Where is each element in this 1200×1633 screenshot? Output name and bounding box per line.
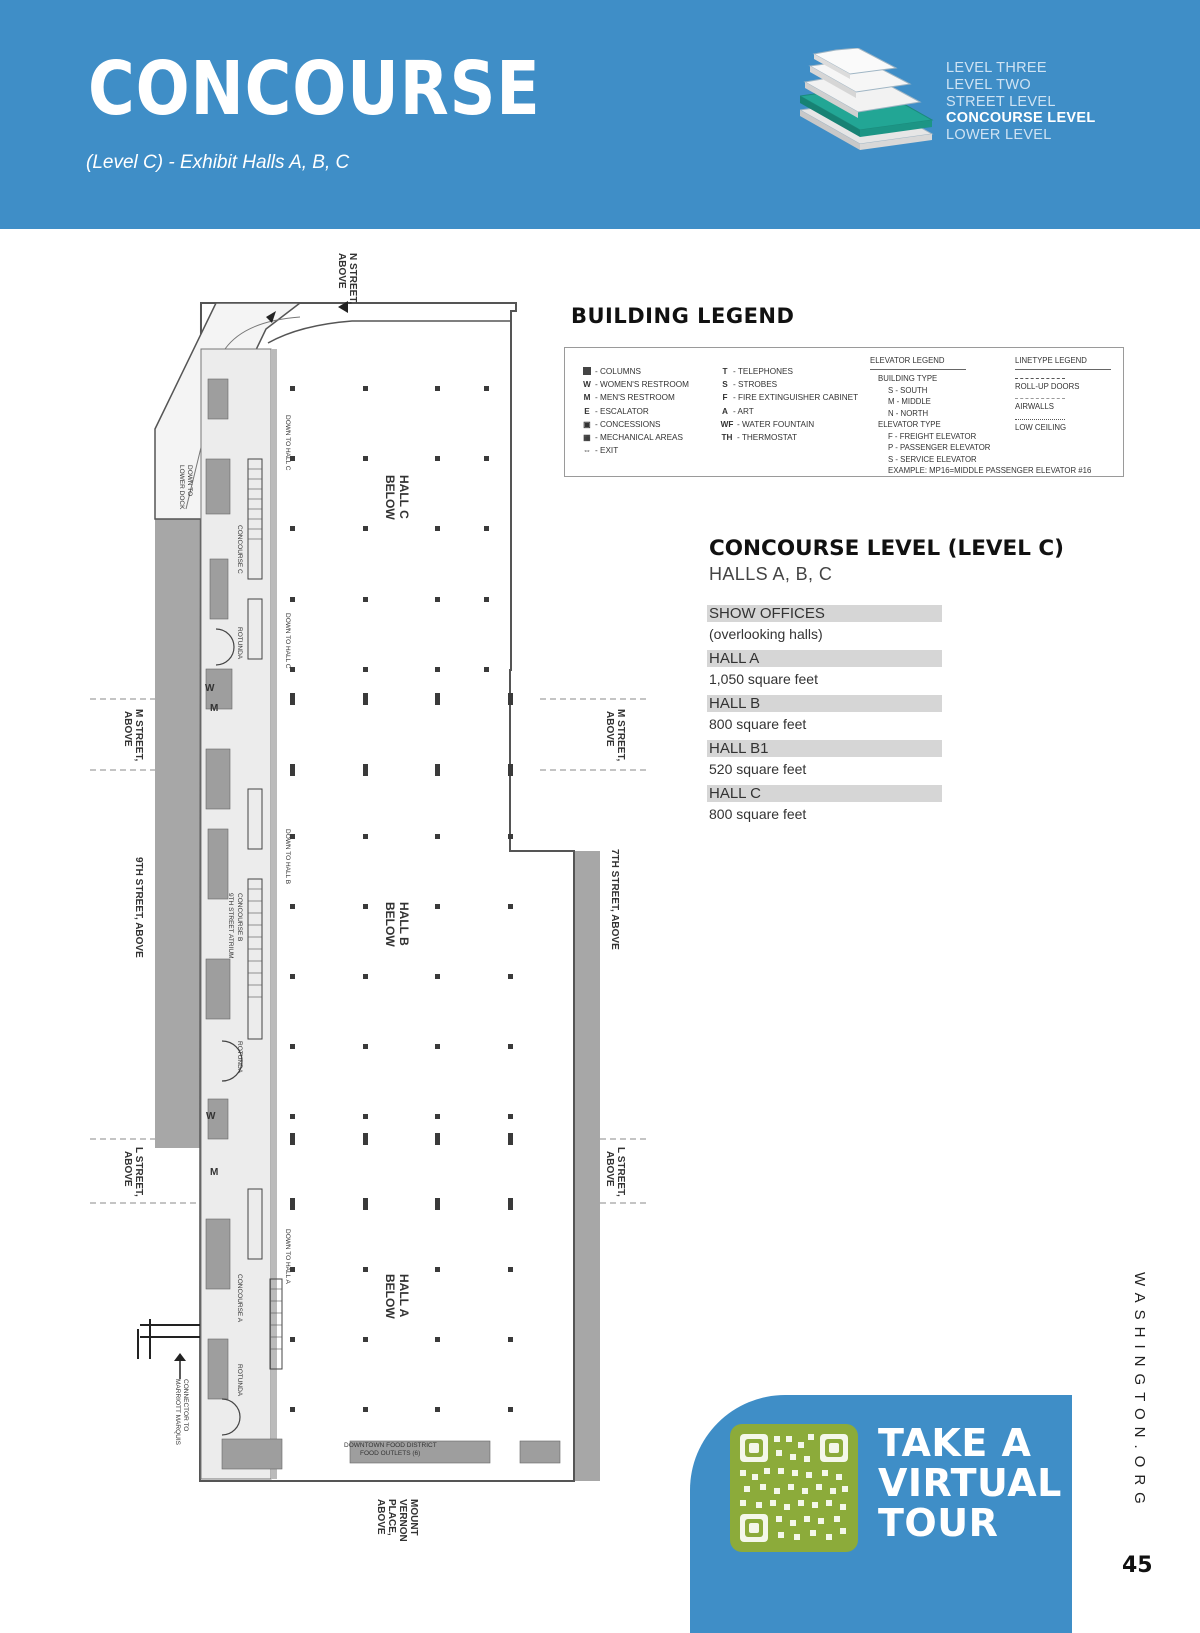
seventh-street-label: 7TH STREET, ABOVE [609,849,620,950]
info-heading: SHOW OFFICES [707,605,942,622]
mount-vernon-label: MOUNT [408,1499,419,1536]
legend-symbols-2 [719,365,858,444]
rotunda-label: ROTUNDA [236,1364,243,1397]
legend-symbols [581,365,689,457]
halls-subheading: HALLS A, B, C [709,564,833,584]
legend-item: F - FIRE EXTINGUISHER CABINET [722,393,859,403]
lower-dock-label: DOWN TO [186,465,193,497]
legend-item: M - MIDDLE [888,397,931,407]
tour-line: TAKE A [878,1421,1032,1465]
legend-item: S - STROBES [722,380,778,390]
m-street-label: ABOVE [604,711,615,747]
info-value: 1,050 square feet [709,671,818,687]
legend-item: ▣ - CONCESSIONS [581,418,689,431]
svg-text:W: W [205,683,215,694]
legend-item: ROLL-UP DOORS [1015,378,1111,393]
mount-vernon-label: PLACE, [386,1499,397,1536]
legend-item: A - ART [722,406,754,416]
concourse-b-label: 9TH STREET ATRIUM [227,893,234,959]
n-street-label: ABOVE [336,253,347,289]
legend-item: - COLUMNS [581,365,689,378]
virtual-tour-heading[interactable] [878,1423,1062,1543]
legend-item: E - ESCALATOR [584,406,649,416]
connector-label: MARRIOTT MARQUIS [174,1379,181,1445]
tour-line: VIRTUAL [878,1461,1062,1505]
page-title: CONCOURSE [88,46,541,132]
hall-b-label: HALL B [397,902,411,946]
legend-item: W - WOMEN'S RESTROOM [583,380,689,390]
legend-item: LOW CEILING [1015,419,1111,434]
building-legend [564,347,1124,477]
l-street-label: L STREET, [615,1147,626,1197]
level-stack-icon [800,48,935,178]
qr-code-icon[interactable] [730,1424,858,1552]
legend-item: ⇔ - EXIT [581,444,689,457]
concessions-icon: ▣ [583,419,591,429]
lower-level-link[interactable]: LOWER LEVEL [946,127,1052,144]
tour-line: TOUR [878,1501,999,1545]
mount-vernon-label: VERNON [397,1499,408,1542]
hall-a-label: BELOW [383,1274,397,1319]
website-url[interactable]: WASHINGTON.ORG [1131,1272,1148,1511]
hall-b-label: BELOW [383,902,397,947]
down-hall-b-label: DOWN TO HALL B [284,829,291,885]
l-street-label: ABOVE [122,1151,133,1187]
legend-item: M - MEN'S RESTROOM [583,393,675,403]
l-street-label: ABOVE [604,1151,615,1187]
rotunda-label: ROTUNDA [236,627,243,660]
mount-vernon-label: ABOVE [375,1499,386,1535]
page-number: 45 [1122,1553,1153,1578]
lower-dock-label: LOWER DOCK [178,465,185,510]
linetype-legend-heading: LINETYPE LEGEND [1015,354,1111,370]
info-heading: HALL A [707,650,942,667]
legend-item: ▦ - MECHANICAL AREAS [581,431,689,444]
down-hall-c-label: DOWN TO HALL C [284,613,291,669]
legend-item: F - FREIGHT ELEVATOR [888,431,977,441]
hall-c-label: HALL C [397,475,411,519]
info-value: 800 square feet [709,716,807,732]
connector-label: CONNECTOR TO [182,1379,189,1432]
m-street-label: M STREET, [615,709,626,762]
airwall-line-icon [1015,398,1065,399]
legend-item: S - SOUTH [888,385,928,395]
level-list [946,60,1096,144]
hall-info-list [707,605,942,823]
ninth-street-label: 9TH STREET, ABOVE [133,857,144,958]
legend-item: N - NORTH [888,408,929,418]
legend-item: WF - WATER FOUNTAIN [720,419,815,429]
info-heading: HALL B [707,695,942,712]
info-heading: HALL C [707,785,942,802]
legend-item: AIRWALLS [1015,398,1111,413]
food-district-label: FOOD OUTLETS (6) [360,1450,421,1457]
concourse-level-heading: CONCOURSE LEVEL (LEVEL C) [709,536,1065,561]
concourse-c-label: CONCOURSE C [236,525,243,574]
down-hall-a-label: DOWN TO HALL A [284,1229,291,1284]
linetype-legend [1015,354,1111,434]
info-value: 520 square feet [709,761,807,777]
level-three-link[interactable]: LEVEL THREE [946,60,1047,76]
page-subtitle: (Level C) - Exhibit Halls A, B, C [86,152,350,173]
concourse-a-label: CONCOURSE A [236,1274,243,1323]
virtual-tour-card[interactable] [690,1395,1072,1633]
low-ceiling-line-icon [1015,419,1065,420]
info-heading: HALL B1 [707,740,942,757]
legend-item: S - SERVICE ELEVATOR [888,454,977,464]
food-district-label: DOWNTOWN FOOD DISTRICT [344,1442,437,1449]
page-header [0,0,1200,229]
m-street-label: M STREET, [133,709,144,762]
roll-up-line-icon [1015,378,1065,379]
legend-item: TH - THERMOSTAT [721,433,798,443]
building-legend-title: BUILDING LEGEND [571,304,795,328]
concourse-b-label: CONCOURSE B [236,893,243,942]
legend-item: BUILDING TYPE [878,374,938,384]
street-level-link[interactable]: STREET LEVEL [946,93,1056,110]
legend-item: ELEVATOR TYPE [878,420,941,430]
rotunda-label: ROTUNDA [236,1041,243,1074]
mechanical-icon: ▦ [583,433,591,443]
svg-text:M: M [210,703,219,714]
exit-icon: ⇔ [582,446,592,456]
hall-c-label: BELOW [383,475,397,520]
legend-item: P - PASSENGER ELEVATOR [888,443,991,453]
elevator-legend-heading: ELEVATOR LEGEND [870,354,966,370]
level-two-link[interactable]: LEVEL TWO [946,76,1031,93]
info-value: 800 square feet [709,806,807,822]
concourse-level-link[interactable]: CONCOURSE LEVEL [946,110,1096,127]
n-street-label: N STREET, [347,253,358,305]
hall-a-label: HALL A [397,1274,411,1318]
down-hall-c-label: DOWN TO HALL C [284,415,291,471]
info-value: (overlooking halls) [709,626,823,642]
legend-item: T - TELEPHONES [722,367,793,376]
svg-text:W: W [206,1111,216,1122]
m-street-label: ABOVE [122,711,133,747]
legend-item: EXAMPLE: MP16=MIDDLE PASSENGER ELEVATOR #16 [888,466,1092,476]
columns-icon [583,367,591,375]
l-street-label: L STREET, [133,1147,144,1197]
svg-text:M: M [210,1167,219,1178]
